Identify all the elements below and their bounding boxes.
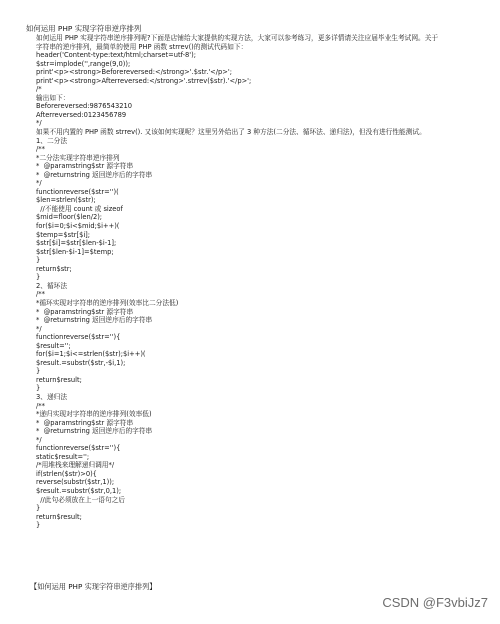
body-line: 如何运用 PHP 实现字符串逆序排列呢?下面是店铺给大家提供的实现方法，大家可以参考练习，更多详情请关注应届毕业生考试网。关于 — [36, 34, 439, 42]
body-line: //此句必须放在上一语句之后 — [36, 495, 126, 504]
body-line: functionreverse($str='')( — [36, 187, 119, 196]
body-line: //不能使用 count 或 sizeof — [36, 204, 123, 213]
body-line: $str[$i]=$str[$len-$i-1]; — [36, 239, 117, 248]
body-line: *循环实现对字符串的逆序排列(效率比二分法低) — [36, 298, 179, 307]
body-line: header('Content-type:text/html;charset=utf-8'); — [36, 51, 196, 60]
body-line: } — [36, 273, 41, 282]
body-line: /** — [36, 401, 45, 410]
body-line: } — [36, 384, 41, 393]
body-line: Afterreversed:0123456789 — [36, 110, 127, 119]
body-line: for($i=0;$i<$mid;$i++)( — [36, 222, 120, 231]
body-line: 1、二分法 — [36, 136, 68, 145]
body-line: */ — [36, 324, 42, 333]
body-line: for($i=1;$i<=strlen($str);$i++)( — [36, 350, 146, 359]
body-line: $str=implode('',range(9,0)); — [36, 59, 131, 68]
body-line: 如果不用内置的 PHP 函数 strrev(). 又该如何实现呢？这里另外给出了 3 种方法(二分法、循环法、递归法)，但没有进行性能测试。 — [36, 128, 426, 137]
body-line: 2、循环法 — [36, 281, 68, 290]
body-line: } — [36, 521, 41, 530]
body-line: $result=''; — [36, 341, 71, 350]
body-line: * @returnstring 返回逆序后的字符串 — [36, 427, 153, 436]
body-line: Beforereversed:9876543210 — [36, 102, 133, 111]
document-title: 如何运用 PHP 实现字符串逆序排列 — [26, 24, 142, 33]
body-line: } — [36, 504, 41, 513]
body-line: print'<p><strong>Beforereversed:</strong>'.$str.'</p>'; — [36, 68, 232, 77]
body-line: * @returnstring 返回逆序后的字符串 — [36, 316, 153, 325]
body-line: functionreverse($str=''){ — [36, 444, 121, 453]
body-line: } — [36, 367, 41, 376]
body-line: $mid=floor($len/2); — [36, 213, 103, 222]
body-line: */ — [36, 119, 42, 128]
body-line: $result.=substr($str,-$i,1); — [36, 358, 126, 367]
body-line: *二分法实现字符串逆序排列 — [36, 153, 120, 162]
body-line: 字符串的逆序排列，最简单的使用 PHP 函数 strrev()的测试代码如下： — [36, 42, 248, 51]
body-line: $len=strlen($str); — [36, 196, 96, 205]
document-body — [36, 34, 476, 530]
body-line: functionreverse($str=''){ — [36, 333, 121, 342]
csdn-watermark: CSDN @F3vbiJz7 — [382, 595, 488, 610]
body-line: return$result; — [36, 512, 82, 521]
body-line: reverse(substr($str,1)); — [36, 478, 115, 487]
body-line: /** — [36, 145, 45, 154]
body-line: * @paramstring$str 源字符串 — [36, 162, 134, 171]
body-line: 3、递归法 — [36, 392, 68, 401]
body-line: return$result; — [36, 375, 82, 384]
body-line: } — [36, 256, 41, 265]
body-line: * @returnstring 返回逆序后的字符串 — [36, 170, 153, 179]
body-line: $str[$len-$i-1]=$temp; — [36, 247, 114, 256]
body-line: * @paramstring$str 源字符串 — [36, 307, 134, 316]
body-line: 输出如下： — [36, 93, 70, 102]
body-line: *递归实现对字符串的逆序排列(效率低) — [36, 410, 152, 419]
body-line: /* — [36, 85, 42, 94]
body-line: */ — [36, 179, 42, 188]
body-line: /** — [36, 290, 45, 299]
body-line: $result.=substr($str,0,1); — [36, 486, 122, 495]
body-line: return$str; — [36, 264, 72, 273]
body-line: if(strlen($str)>0){ — [36, 469, 97, 478]
body-line: $temp=$str[$i]; — [36, 230, 91, 239]
body-line: static$result=''; — [36, 452, 90, 461]
body-line: * @paramstring$str 源字符串 — [36, 418, 134, 427]
document-footer: 【如何运用 PHP 实现字符串逆序排列】 — [30, 582, 157, 591]
body-line: */ — [36, 435, 42, 444]
body-line: /*用堆栈来理解递归调用*/ — [36, 461, 115, 470]
body-line: print'<p><strong>Afterreversed:</strong>'.strrev($str).'</p>'; — [36, 76, 252, 85]
